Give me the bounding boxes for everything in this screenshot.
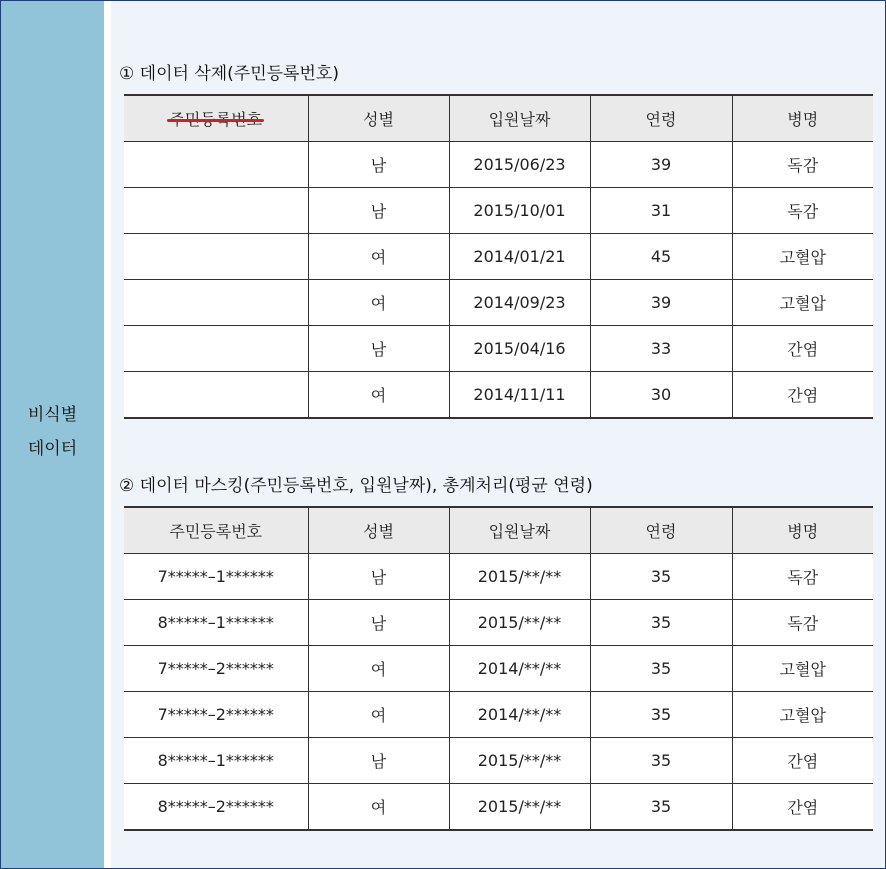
cell-sex: 여: [308, 372, 449, 419]
cell-date: 2015/**/**: [449, 738, 590, 784]
cell-id: [124, 234, 308, 280]
cell-sex: 여: [308, 234, 449, 280]
cell-id: 8*****–1******: [124, 738, 308, 784]
cell-age: 35: [590, 784, 732, 831]
cell-age: 33: [590, 326, 732, 372]
sidebar-label-line2: 데이터: [27, 438, 78, 459]
cell-age: 39: [590, 142, 732, 188]
table-header-row: [124, 95, 873, 142]
table-row: [124, 142, 873, 188]
cell-id: 7*****–2******: [124, 692, 308, 738]
cell-date: 2015/06/23: [449, 142, 590, 188]
cell-id: [124, 326, 308, 372]
cell-id: [124, 372, 308, 419]
cell-date: 2014/11/11: [449, 372, 590, 419]
cell-age: 35: [590, 600, 732, 646]
cell-date: 2015/**/**: [449, 600, 590, 646]
cell-disease: 간염: [732, 372, 873, 419]
cell-date: 2014/01/21: [449, 234, 590, 280]
cell-sex: 여: [308, 646, 449, 692]
table-row: [124, 646, 873, 692]
sidebar-label: [28, 398, 77, 466]
column-header-sex: 성별: [308, 507, 449, 554]
cell-id: [124, 280, 308, 326]
cell-disease: 간염: [732, 784, 873, 831]
cell-date: 2014/**/**: [449, 646, 590, 692]
cell-disease: 간염: [732, 738, 873, 784]
cell-disease: 독감: [732, 142, 873, 188]
cell-age: 35: [590, 646, 732, 692]
cell-disease: 독감: [732, 188, 873, 234]
sidebar: [1, 1, 104, 868]
cell-disease: 고혈압: [732, 646, 873, 692]
cell-disease: 독감: [732, 600, 873, 646]
cell-id: 8*****–2******: [124, 784, 308, 831]
cell-sex: 남: [308, 142, 449, 188]
cell-id: 7*****–1******: [124, 554, 308, 600]
cell-id: 8*****–1******: [124, 600, 308, 646]
cell-disease: 고혈압: [732, 280, 873, 326]
table-row: [124, 692, 873, 738]
column-header-age: 연령: [590, 95, 732, 142]
cell-sex: 남: [308, 188, 449, 234]
strikethrough-mark: [167, 119, 264, 122]
cell-date: 2015/**/**: [449, 784, 590, 831]
column-header-id: [124, 95, 308, 142]
table-row: [124, 554, 873, 600]
column-header-disease: 병명: [732, 507, 873, 554]
column-header-disease: 병명: [732, 95, 873, 142]
cell-disease: 고혈압: [732, 234, 873, 280]
table-row: [124, 234, 873, 280]
section1-table: [124, 94, 873, 419]
cell-disease: 고혈압: [732, 692, 873, 738]
column-header-date: 입원날짜: [449, 507, 590, 554]
cell-sex: 여: [308, 280, 449, 326]
sidebar-divider: [104, 1, 111, 868]
cell-age: 45: [590, 234, 732, 280]
section1-title: ① 데이터 삭제(주민등록번호): [119, 64, 339, 84]
section2-title: ② 데이터 마스킹(주민등록번호, 입원날짜), 총계처리(평균 연령): [119, 476, 593, 496]
cell-disease: 간염: [732, 326, 873, 372]
cell-age: 39: [590, 280, 732, 326]
cell-id: 7*****–2******: [124, 646, 308, 692]
cell-disease: 독감: [732, 554, 873, 600]
table-row: [124, 738, 873, 784]
cell-sex: 남: [308, 326, 449, 372]
column-header-sex: 성별: [308, 95, 449, 142]
cell-age: 35: [590, 692, 732, 738]
sidebar-label-line1: 비식별: [27, 404, 78, 425]
cell-age: 35: [590, 554, 732, 600]
cell-date: 2014/09/23: [449, 280, 590, 326]
cell-age: 31: [590, 188, 732, 234]
column-header-date: 입원날짜: [449, 95, 590, 142]
cell-age: 35: [590, 738, 732, 784]
cell-sex: 여: [308, 784, 449, 831]
table-row: [124, 188, 873, 234]
column-header-id: 주민등록번호: [124, 507, 308, 554]
table-row: [124, 600, 873, 646]
table-row: [124, 280, 873, 326]
table-row: [124, 326, 873, 372]
cell-id: [124, 142, 308, 188]
cell-date: 2015/04/16: [449, 326, 590, 372]
column-header-age: 연령: [590, 507, 732, 554]
cell-age: 30: [590, 372, 732, 419]
struck-header: [169, 107, 262, 130]
cell-id: [124, 188, 308, 234]
section2-table: [124, 506, 873, 831]
cell-sex: 남: [308, 738, 449, 784]
table-header-row: [124, 507, 873, 554]
cell-date: 2015/10/01: [449, 188, 590, 234]
cell-sex: 남: [308, 600, 449, 646]
cell-sex: 남: [308, 554, 449, 600]
table-row: [124, 784, 873, 831]
cell-sex: 여: [308, 692, 449, 738]
cell-date: 2014/**/**: [449, 692, 590, 738]
cell-date: 2015/**/**: [449, 554, 590, 600]
table-row: [124, 372, 873, 419]
